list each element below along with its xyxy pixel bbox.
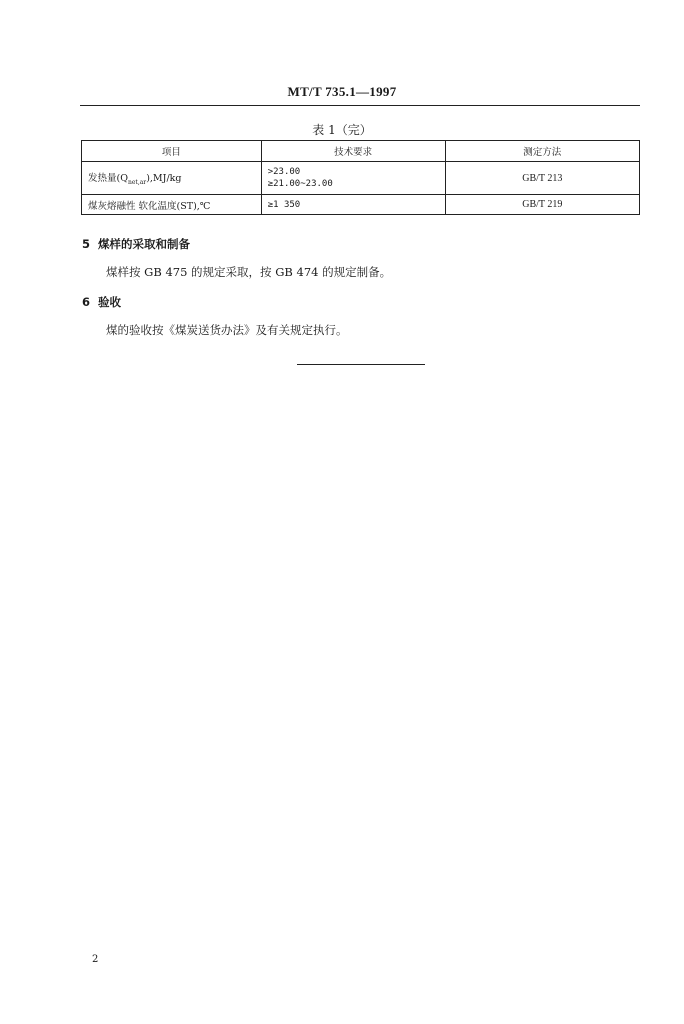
section-number: 5 <box>82 237 91 251</box>
section-title: 煤样的采取和制备 <box>98 237 190 251</box>
end-rule <box>297 364 425 365</box>
item-subscript: net,ar <box>128 178 147 186</box>
section-title: 验收 <box>98 295 121 309</box>
table-cell-requirement <box>261 162 445 195</box>
item-text-unit: ),MJ/kg <box>146 173 182 185</box>
spec-table <box>81 140 640 215</box>
header-rule <box>80 105 640 106</box>
requirement-line: >23.00 <box>267 167 301 177</box>
table-cell-method: GB/T 213 <box>445 162 639 195</box>
requirement-line: ≥21.00~23.00 <box>267 179 333 189</box>
table-cell-item <box>82 162 262 195</box>
section-5-paragraph: 煤样按 GB 475 的规定采取，按 GB 474 的规定制备。 <box>106 265 392 279</box>
column-header-method: 测定方法 <box>445 141 639 162</box>
table-row <box>82 162 640 195</box>
section-number: 6 <box>82 295 91 309</box>
table-cell-requirement: ≥1 350 <box>261 195 445 215</box>
column-header-item: 项目 <box>82 141 262 162</box>
table-caption: 表 1（完） <box>312 123 372 137</box>
section-heading-5 <box>82 236 190 252</box>
table-row <box>82 195 640 215</box>
page-header: MT/T 735.1—1997 <box>287 84 397 99</box>
section-heading-6 <box>82 294 121 310</box>
page-number: 2 <box>92 954 99 965</box>
table-cell-item: 煤灰熔融性 软化温度(ST),℃ <box>82 195 262 215</box>
column-header-requirement: 技术要求 <box>261 141 445 162</box>
table-header-row <box>82 141 640 162</box>
section-6-paragraph: 煤的验收按《煤炭送货办法》及有关规定执行。 <box>106 323 348 337</box>
table-cell-method: GB/T 219 <box>445 195 639 215</box>
item-text: 发热量(Q <box>88 173 128 185</box>
